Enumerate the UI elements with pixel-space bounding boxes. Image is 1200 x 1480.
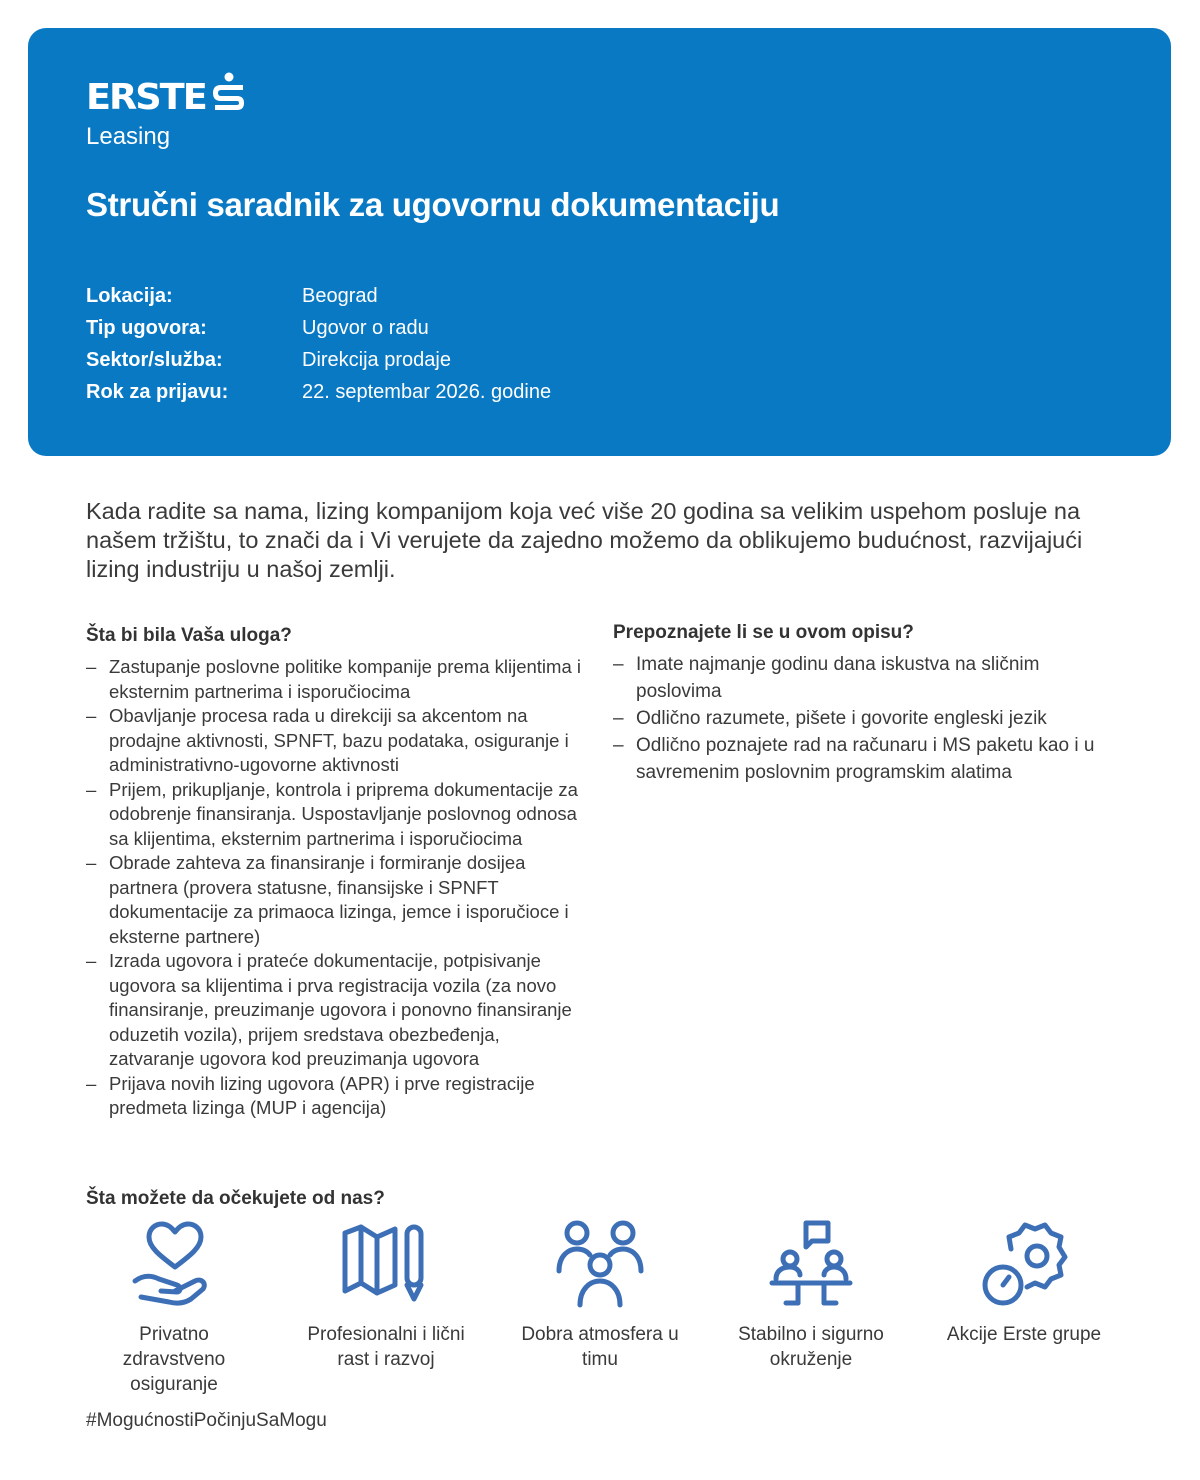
detail-value: 22. septembar 2026. godine	[302, 380, 552, 403]
list-item: – Prijava novih lizing ugovora (APR) i prve registracije predmeta lizinga (MUP i agencija)	[86, 1072, 586, 1121]
list-item: – Obrade zahteva za finansiranje i formiranje dosijea partnera (provera statusne, finansijske i SPNFT dokumentacije za primaoca lizinga, jemce i isporučioce i eksterne partnere)	[86, 851, 586, 949]
list-item: – Odlično razumete, pišete i govorite engleski jezik	[613, 705, 1113, 732]
detail-row-contract-type	[86, 312, 551, 344]
team-people-icon	[500, 1218, 700, 1310]
list-item: – Obavljanje procesa rada u direkciji sa akcentom na prodajne aktivnosti, SPNFT, bazu podataka, osiguranje i administrativno-ugovorne aktivnosti	[86, 704, 586, 778]
benefit-label: Privatno zdravstveno osiguranje	[122, 1324, 226, 1395]
erste-leasing-logo	[86, 72, 249, 149]
role-section-title: Šta bi bila Vaša uloga?	[86, 625, 292, 646]
detail-row-location	[86, 280, 551, 312]
detail-value: Direkcija prodaje	[302, 348, 451, 371]
hashtag: #MogućnostiPočinjuSaMogu	[86, 1410, 327, 1431]
detail-row-deadline	[86, 376, 551, 408]
benefit-team-atmosphere	[500, 1218, 700, 1372]
erste-s-icon	[209, 72, 249, 123]
role-list	[86, 655, 586, 1121]
list-item: – Izrada ugovora i prateće dokumentacije, potpisivanje ugovora sa klijentima i prva registracija vozila (za novo finansiranje, preuzimanje ugovora i ponovno finansiranje oduzetih vozila), prijem sredstava obezbeđenja, zatvaranje ugovora kod preuzimanja ugovora	[86, 949, 586, 1072]
meeting-table-icon	[711, 1218, 911, 1310]
detail-value: Beograd	[302, 284, 378, 307]
header-banner	[28, 28, 1171, 456]
job-details	[86, 280, 551, 408]
benefit-stable-environment	[711, 1218, 911, 1372]
benefits-section-title: Šta možete da očekujete od nas?	[86, 1188, 385, 1209]
gear-coin-icon	[924, 1218, 1124, 1310]
list-item: – Zastupanje poslovne politike kompanije prema klijentima i eksternim partnerima i isporučiocima	[86, 655, 586, 704]
benefit-label: Stabilno i sigurno okruženje	[738, 1324, 884, 1370]
benefit-erste-shares	[924, 1218, 1124, 1347]
list-item: – Prijem, prikupljanje, kontrola i priprema dokumentacije za odobrenje finansiranja. Uspostavljanje poslovnog odnosa sa klijentima, eksternim partnerima i isporučiocima	[86, 778, 586, 852]
heart-in-hand-icon	[74, 1218, 274, 1310]
logo-wordmark: ERSTE	[86, 76, 206, 118]
job-title: Stručni saradnik za ugovornu dokumentaciju	[86, 186, 780, 223]
list-item: – Odlično poznajete rad na računaru i MS paketu kao i u savremenim poslovnim programskim alatima	[613, 732, 1113, 786]
benefit-growth	[286, 1218, 486, 1372]
benefit-label: Akcije Erste grupe	[946, 1324, 1102, 1345]
intro-paragraph: Kada radite sa nama, lizing kompanijom koja već više 20 godina sa velikim uspehom posluje na našem tržištu, to znači da i Vi verujete da zajedno možemo da oblikujemo budućnost, razvijajući lizing industriju u našoj zemlji.	[86, 498, 1083, 582]
detail-label: Tip ugovora:	[86, 316, 207, 339]
profile-section-title: Prepoznajete li se u ovom opisu?	[613, 622, 914, 643]
benefit-label: Profesionalni i lični rast i razvoj	[307, 1324, 465, 1370]
detail-value: Ugovor o radu	[302, 316, 429, 339]
benefit-label: Dobra atmosfera u timu	[521, 1324, 679, 1370]
list-item: – Imate najmanje godinu dana iskustva na sličnim poslovima	[613, 651, 1113, 705]
detail-label: Rok za prijavu:	[86, 380, 229, 403]
detail-label: Lokacija:	[86, 284, 173, 307]
detail-row-department	[86, 344, 551, 376]
open-book-icon	[286, 1218, 486, 1310]
benefit-health-insurance	[74, 1218, 274, 1397]
profile-list	[613, 651, 1113, 786]
logo-subtitle: Leasing	[86, 123, 171, 150]
detail-label: Sektor/služba:	[86, 348, 223, 371]
